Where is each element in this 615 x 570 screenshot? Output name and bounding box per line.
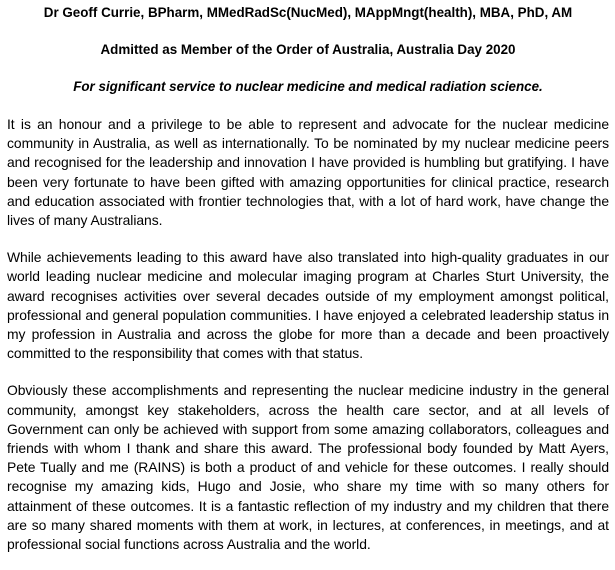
paragraph-1: It is an honour and a privilege to be able to represent and advocate for the nuclear medicine community in Australia, as well as internationally. To be nominated by my nuclear medicine peers and recognised for the leadership and innovation I have provided is humbling but gratifying. I have been very fortunate to have been gifted with amazing opportunities for clinical practice, research and education associated with frontier technologies that, with a lot of hard work, have change the lives of many Australians.	[7, 116, 609, 229]
paragraph-3: Obviously these accomplishments and representing the nuclear medicine industry in the general community, amongst key stakeholders, across the health care sector, and at all levels of Government can only be achieved with support from some amazing collaborators, colleagues and friends with whom I thank and share this award. The professional body founded by Matt Ayers, Pete Tually and me (RAINS) is both a product of and vehicle for these outcomes. I really should recognise my amazing kids, Hugo and Josie, who share my time with so many others for attainment of these outcomes. It is a fantastic reflection of my industry and my children that there are so many shared moments with them at work, in lectures, at conferences, in meetings, and at professional social functions across Australia and the world.	[7, 382, 609, 553]
paragraph-2: While achievements leading to this award have also translated into high-quality graduates in our world leading nuclear medicine and molecular imaging program at Charles Sturt University, the award recognises activities over several decades outside of my employment amongst political, professional and general population communities. I have enjoyed a celebrated leadership status in my profession in Australia and across the globe for more than a decade and been proactively committed to the responsibility that comes with that status.	[7, 249, 609, 362]
admission-line: Admitted as Member of the Order of Australia, Australia Day 2020	[100, 42, 516, 57]
honoree-name-line: Dr Geoff Currie, BPharm, MMedRadSc(NucMed), MAppMngt(health), MBA, PhD, AM	[43, 5, 573, 20]
award-citation: For significant service to nuclear medicine and medical radiation science.	[73, 79, 543, 94]
